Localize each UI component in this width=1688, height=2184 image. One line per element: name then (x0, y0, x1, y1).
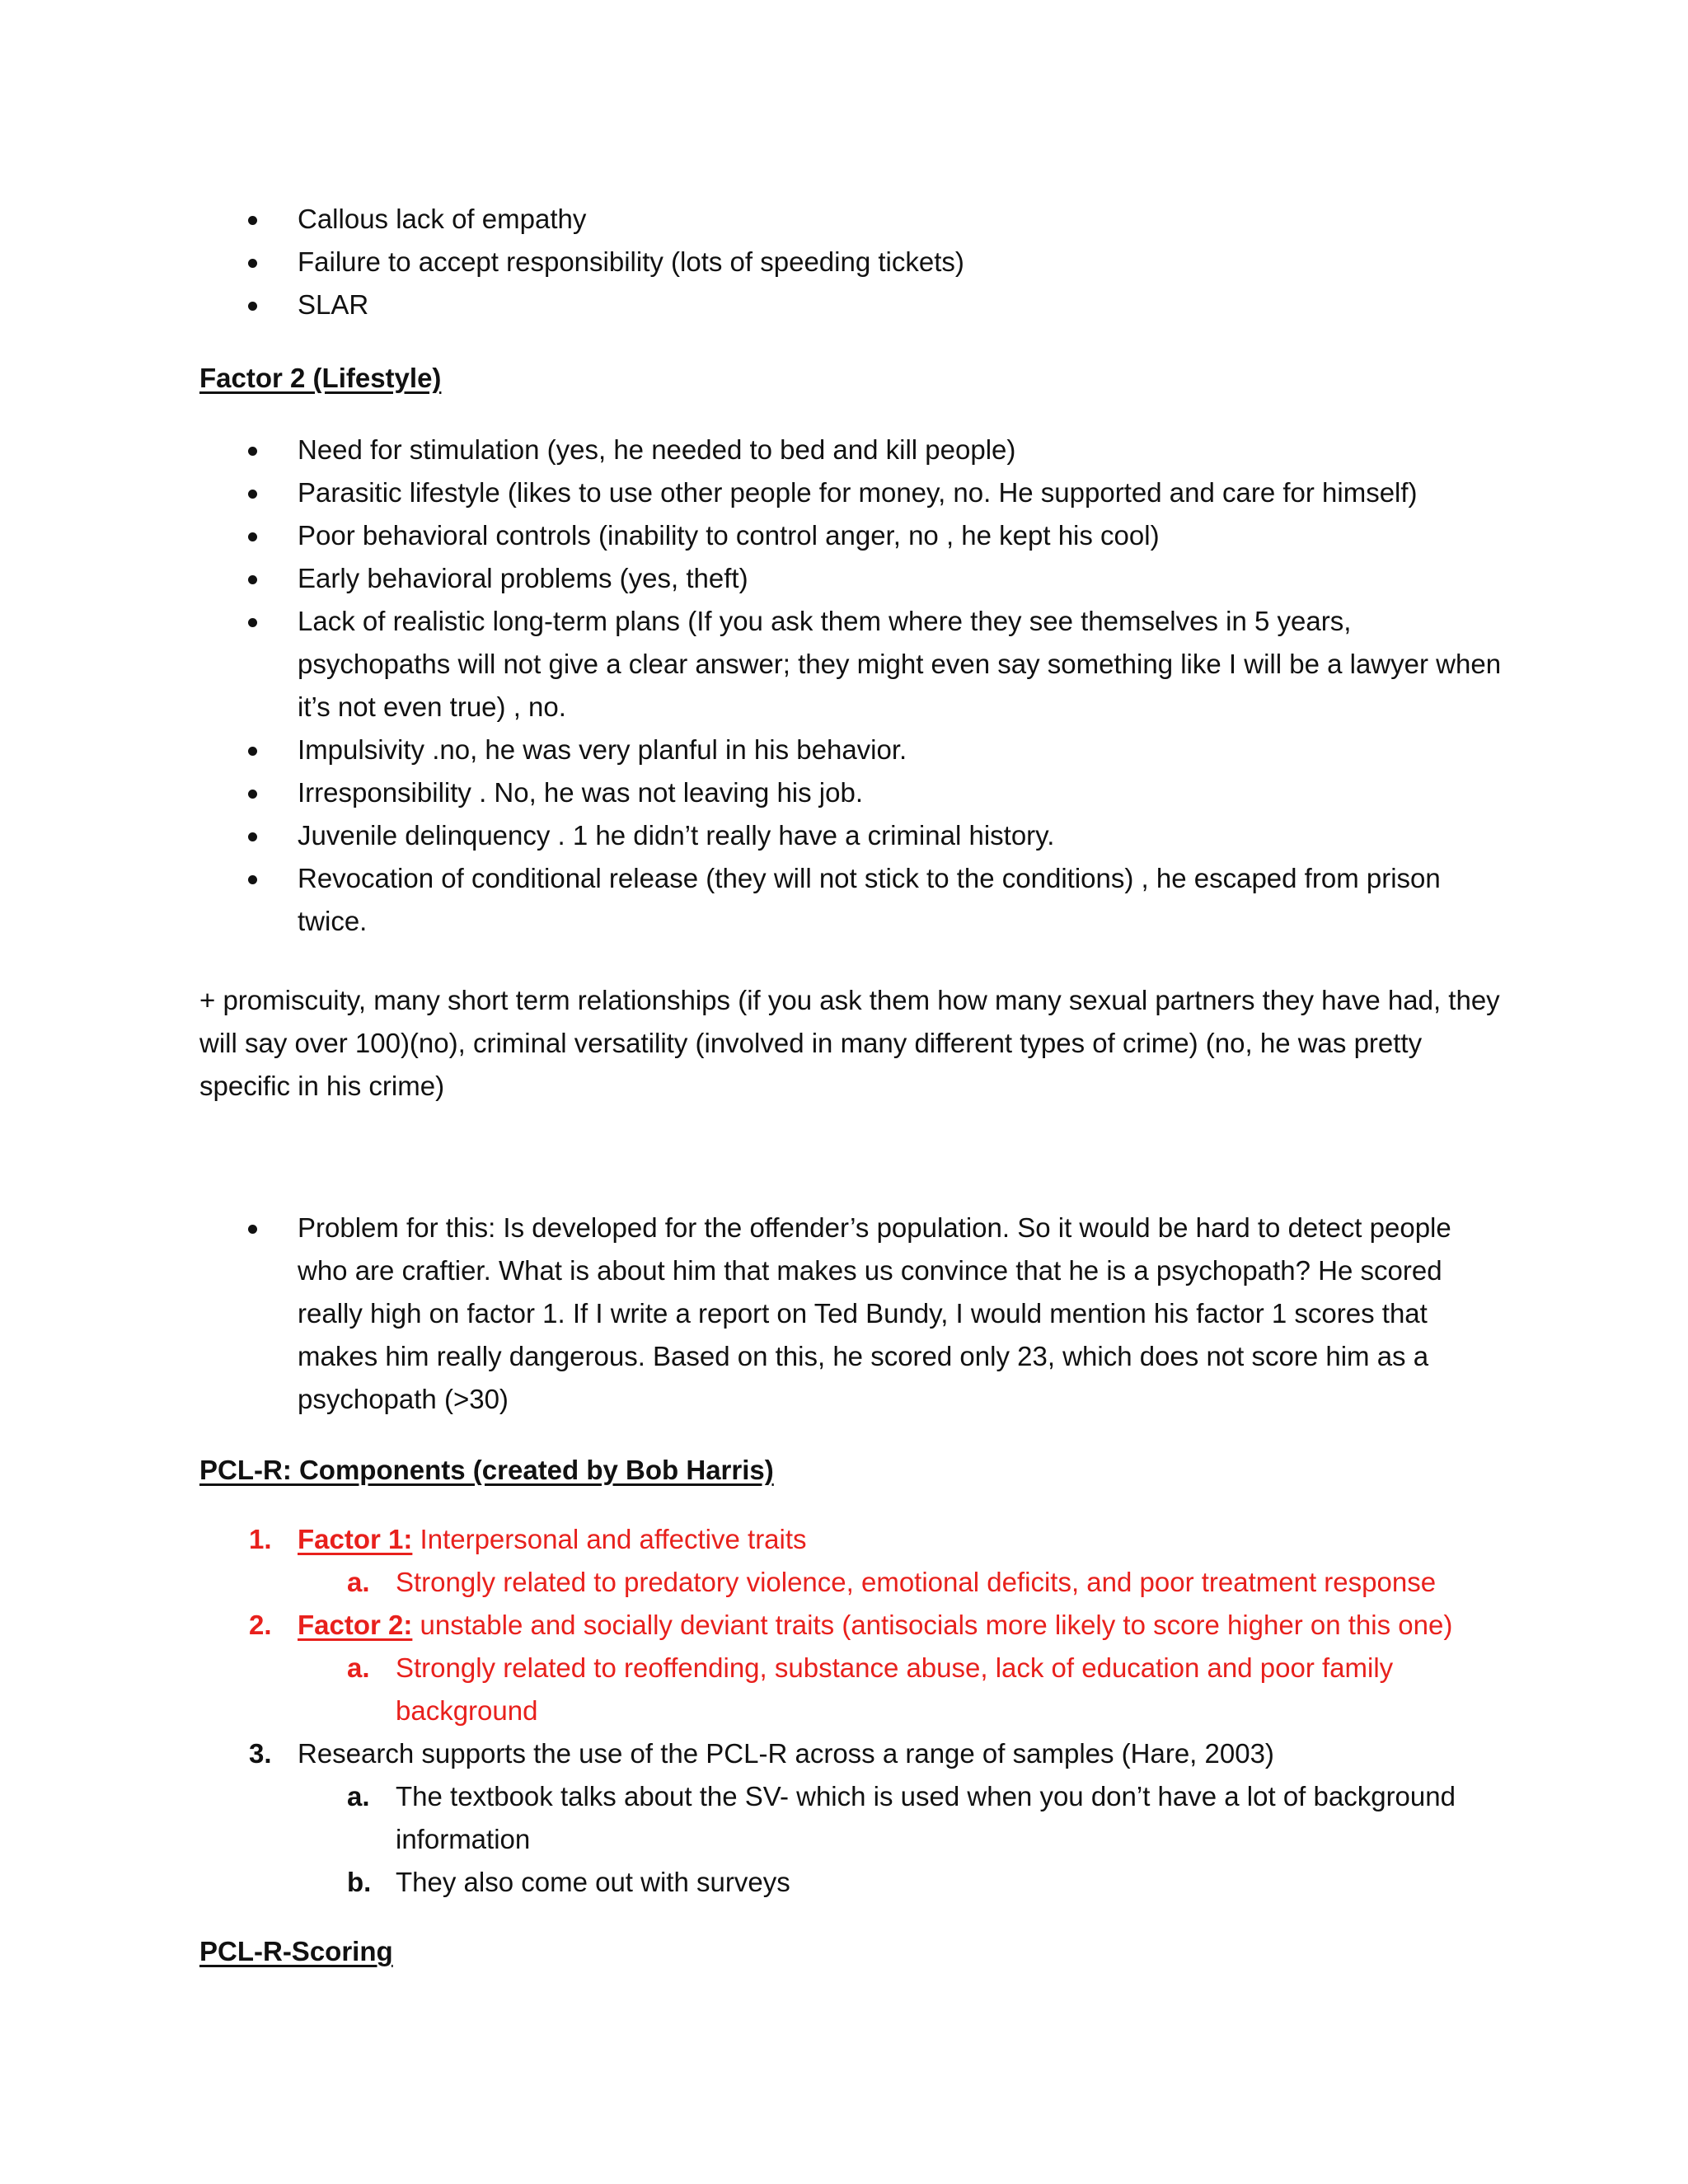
list-item-text: Early behavioral problems (yes, theft) (298, 563, 748, 593)
bullet-icon (248, 216, 257, 225)
factor2-bullet-list (199, 429, 1502, 943)
item-text: Interpersonal and affective traits (412, 1524, 807, 1554)
numbered-item-factor1 (199, 1518, 1502, 1604)
list-item-text: Callous lack of empathy (298, 204, 587, 234)
list-item-text: SLAR (298, 289, 369, 320)
item-number: 1. (249, 1524, 272, 1554)
list-item (199, 557, 1502, 600)
sub-item (298, 1775, 1502, 1861)
sub-item-text: Strongly related to reoffending, substance abuse, lack of education and poor family background (396, 1652, 1394, 1726)
sub-item (298, 1561, 1502, 1604)
bullet-icon (248, 1225, 257, 1234)
list-item-text: Impulsivity .no, he was very planful in his behavior. (298, 734, 907, 765)
pclr-scoring-heading: PCL-R-Scoring (199, 1936, 393, 1966)
item-number: 3. (249, 1738, 272, 1769)
item-number: 2. (249, 1610, 272, 1640)
numbered-item-factor2 (199, 1604, 1502, 1732)
sub-item-text: They also come out with surveys (396, 1867, 790, 1897)
list-item-text: Juvenile delinquency . 1 he didn’t really have a criminal history. (298, 820, 1055, 851)
bullet-icon (248, 790, 257, 799)
list-item (199, 241, 1502, 284)
sub-list (298, 1647, 1502, 1732)
pclr-components-heading: PCL-R: Components (created by Bob Harris) (199, 1455, 774, 1485)
list-item-text: Irresponsibility . No, he was not leaving his job. (298, 777, 864, 808)
list-item-text: Revocation of conditional release (they will not stick to the conditions) , he escaped from prison twice. (298, 863, 1441, 936)
bullet-icon (248, 490, 257, 499)
sub-list (298, 1561, 1502, 1604)
list-item (199, 429, 1502, 471)
bullet-icon (248, 575, 257, 584)
list-item (199, 198, 1502, 241)
list-item (199, 600, 1502, 729)
sub-item-letter: a. (347, 1567, 370, 1597)
bullet-icon (248, 532, 257, 541)
bullet-icon (248, 259, 257, 268)
bullet-icon (248, 875, 257, 884)
problem-bullet-list (199, 1207, 1502, 1421)
factor-label: Factor 2: (298, 1610, 413, 1640)
sub-item-letter: b. (347, 1867, 372, 1897)
factor-label: Factor 1: (298, 1524, 413, 1554)
list-item-text: Lack of realistic long-term plans (If you ask them where they see themselves in 5 years, psychopaths will not give a clear answer; they might even say something like I will be a lawyer when it’s not even true) , no. (298, 606, 1502, 722)
bullet-icon (248, 447, 257, 456)
list-item-text: Poor behavioral controls (inability to control anger, no , he kept his cool) (298, 520, 1160, 551)
bullet-icon (248, 618, 257, 627)
sub-item (298, 1647, 1502, 1732)
bullet-icon (248, 832, 257, 841)
list-item (199, 814, 1502, 857)
numbered-item-research (199, 1732, 1502, 1904)
list-item-text: Need for stimulation (yes, he needed to bed and kill people) (298, 434, 1016, 465)
list-item-text: Failure to accept responsibility (lots of speeding tickets) (298, 246, 964, 277)
list-item (199, 771, 1502, 814)
list-item (199, 514, 1502, 557)
list-item (199, 284, 1502, 326)
item-text: Research supports the use of the PCL-R across a range of samples (Hare, 2003) (298, 1738, 1274, 1769)
sub-item-letter: a. (347, 1652, 370, 1683)
bullet-icon (248, 747, 257, 756)
promiscuity-paragraph: + promiscuity, many short term relationships (if you ask them how many sexual partners they have had, they will say over 100)(no), criminal versatility (involved in many different types of crime) (no, he was pretty specific in his crime) (199, 985, 1500, 1101)
top-bullet-list (199, 198, 1502, 326)
list-item (199, 1207, 1502, 1421)
sub-item (298, 1861, 1502, 1904)
list-item (199, 729, 1502, 771)
sub-list (298, 1775, 1502, 1904)
bullet-icon (248, 302, 257, 311)
sub-item-text: Strongly related to predatory violence, emotional deficits, and poor treatment response (396, 1567, 1437, 1597)
list-item (199, 471, 1502, 514)
sub-item-letter: a. (347, 1781, 370, 1811)
pclr-numbered-list (199, 1518, 1502, 1904)
item-text: unstable and socially deviant traits (antisocials more likely to score higher on this one) (412, 1610, 1453, 1640)
list-item-text: Problem for this: Is developed for the offender’s population. So it would be hard to detect people who are craftier. What is about him that makes us convince that he is a psychopath? He scored really high on factor 1. If I write a report on Ted Bundy, I would mention his factor 1 scores that makes him really dangerous. Based on this, he scored only 23, which does not score him as a psychopath (>30) (298, 1212, 1451, 1414)
factor2-heading: Factor 2 (Lifestyle) (199, 363, 442, 393)
list-item (199, 857, 1502, 943)
sub-item-text: The textbook talks about the SV- which is used when you don’t have a lot of background information (396, 1781, 1456, 1854)
list-item-text: Parasitic lifestyle (likes to use other people for money, no. He supported and care for himself) (298, 477, 1418, 508)
